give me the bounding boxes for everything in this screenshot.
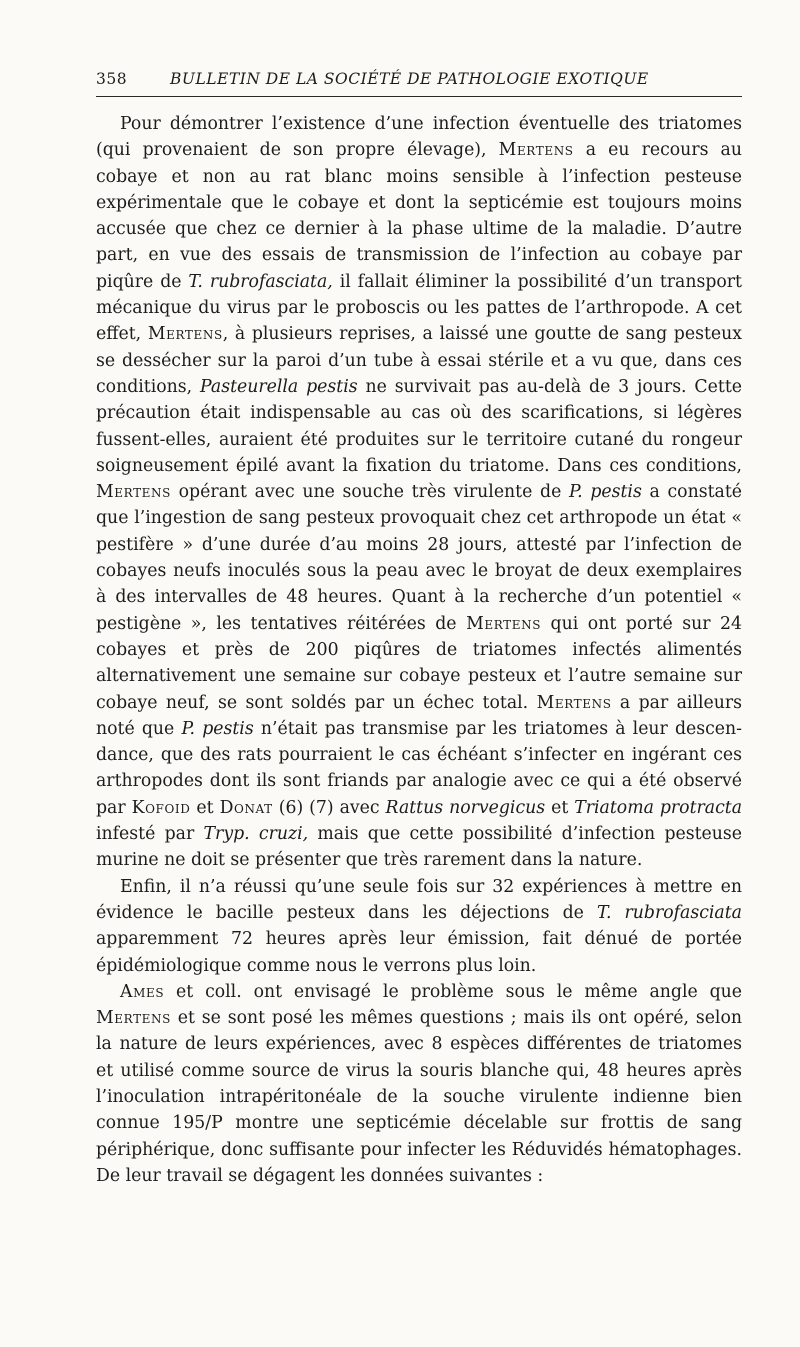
paragraph-1 [96,111,742,874]
running-header [96,70,742,97]
text-run: infesté par [96,824,204,845]
italic-term: Pasteurella pestis [200,376,358,397]
text-run: mais que cette possibilité d’infection pesteuse murine ne doit se présenter que très rarement dans la nature. [96,824,743,871]
running-title: BULLETIN DE LA SOCIÉTÉ DE PATHOLOGIE EXOTIQUE [170,70,649,88]
text-run: Enfin, il n’a réussi qu’une seule fois sur 32 expériences à mettre en évidence le bacille pesteux dans les déjections de [96,876,742,923]
text-run: a eu recours au cobaye et non au rat blanc moins sensible à l’infection pesteuse expérimentale que le cobaye et dont la septicémie est toujours moins accusée que chez ce dernier à la phase ultime de la maladie. D’autre part, en vue des essais de transmission de l’infection au cobaye par piqûre de [96,140,742,292]
italic-term: T. rubrofasciata [596,902,742,923]
paragraph-3 [96,979,742,1189]
author-name: Ames [120,981,165,1002]
text-run: et se sont posé les mêmes questions ; mais ils ont opéré, selon la nature de leurs expériences, avec 8 espèces différentes de triatomes et utilisé comme source de virus la souris blanche qui, 48 heures après l’inoculation intrapéritonéale de la souche virulente indienne bien connue 195/P montre une septicémie décelable sur frottis de sang périphérique, donc suffisante pour infecter les Réduvidés hématophages. De leur travail se dégagent les données suivantes : [96,1008,742,1186]
article-body [96,111,742,1189]
author-name: Mertens [96,1008,171,1029]
text-run: ne survivait pas au-delà de 3 jours. Cette précaution était indispensable au cas où des scarifications, si légères fussent-elles, auraient été produites sur le territoire cutané du rongeur soigneusement épilé avant la fixation du triatome. Dans ces conditions, [96,376,742,476]
paragraph-2 [96,874,742,979]
page-number: 358 [96,70,128,88]
text-run: et [545,797,575,818]
journal-page [96,70,742,1189]
italic-term: Rattus norvegicus [385,797,546,818]
author-name: Kofoid [131,797,191,818]
text-run: Pour démontrer l’existence d’une infection éventuelle des triatomes (qui provenaient de son propre élevage), [96,114,742,161]
author-name: Mertens [536,692,612,713]
text-run: (6) (7) avec [272,797,386,818]
text-run: apparemment 72 heures après leur émission, fait dénué de portée épidémiologique comme nous le verrons plus loin. [96,929,742,976]
italic-term: P. pestis [181,718,254,739]
text-run: n’était pas transmise par les triatomes à leur descendance, que des rats pourraient le cas échéant s’infecter en ingérant ces arthropodes dont ils sont friands par analogie avec ce qui a été observé par [96,718,743,818]
author-name: Donat [219,797,273,818]
italic-term: Triatoma protracta [574,797,743,818]
text-run: a constaté que l’ingestion de sang pesteux provoquait chez cet arthropode un état « pestifère » d’une durée d’au moins 28 jours, attesté par l’infection de cobayes neufs inoculés sous la peau avec le broyat de deux exemplaires à des intervalles de 48 heures. Quant à la recherche d’un potentiel « pestigène », les tentatives réitérées de [96,482,743,634]
author-name: Mertens [96,482,171,503]
author-name: Mertens [466,613,542,634]
text-run: il fallait éliminer la possibilité d’un transport mécanique du virus par le proboscis ou les pattes de l’arthropode. A cet effet, [96,271,742,345]
text-run: opérant avec une souche très virulente de [170,482,570,503]
text-run: et coll. ont envisagé le problème sous le même angle que [164,981,742,1002]
italic-term: P. pestis [569,482,642,503]
text-run: qui ont porté sur 24 cobayes et près de 200 piqûres de triatomes infectés alimentés alternativement une semaine sur cobaye pesteux et l’autre semaine sur cobaye neuf, se sont soldés par un échec total. [96,613,742,713]
text-run: , à plusieurs reprises, a laissé une goutte de sang pesteux se dessécher sur la paroi d’un tube à essai stérile et a vu que, dans ces conditions, [96,324,742,397]
author-name: Mertens [498,140,574,161]
author-name: Mertens [147,324,223,345]
italic-term: T. rubrofasciata, [188,271,333,292]
text-run: et [190,797,220,818]
italic-term: Tryp. cruzi, [203,824,309,845]
text-run: a par ailleurs noté que [96,692,743,739]
